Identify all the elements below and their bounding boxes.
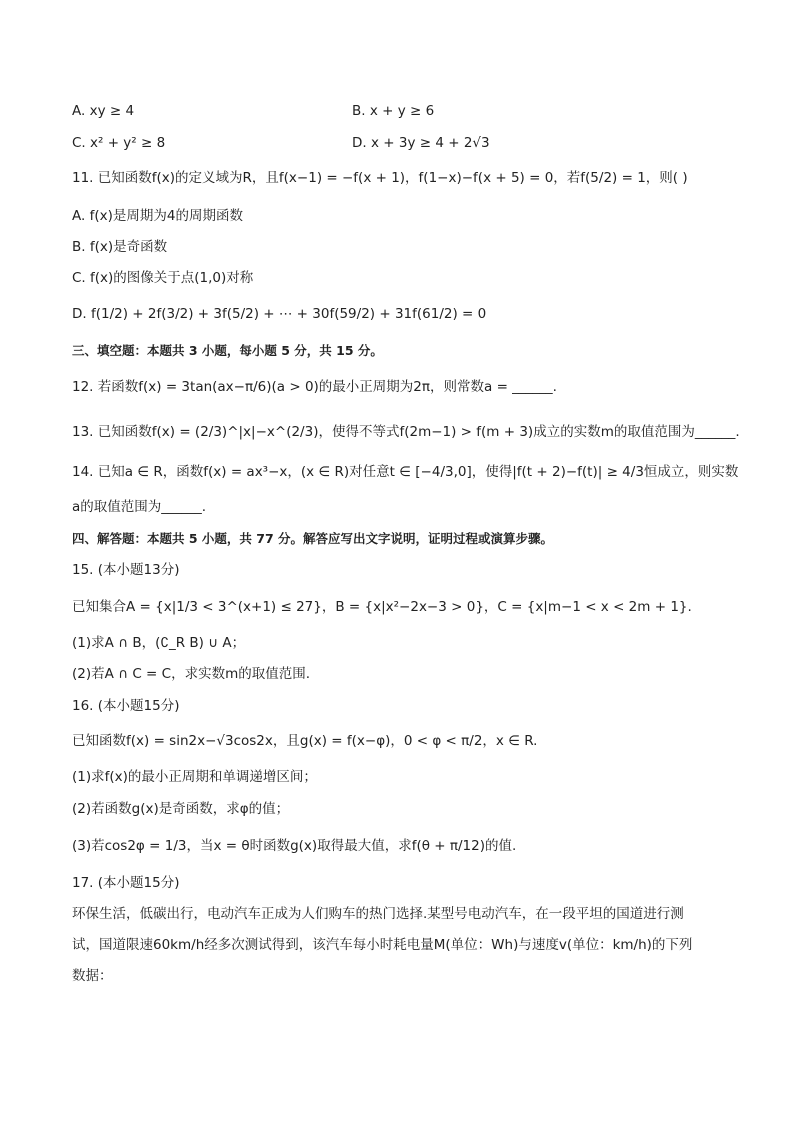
text-line: 已知集合A = {x|1/3 < 3^(x+1) ≤ 27}，B = {x|x²−2x−3 > 0}，C = {x|m−1 < x < 2m + 1}. bbox=[72, 599, 692, 615]
text-line: B. f(x)是奇函数 bbox=[72, 239, 168, 255]
text-line: 14. 已知a ∈ R，函数f(x) = ax³−x，(x ∈ R)对任意t ∈ [−4/3,0]，使得|f(t + 2)−f(t)| ≥ 4/3恒成立，则实数 bbox=[72, 464, 739, 480]
text-line: C. x² + y² ≥ 8 bbox=[72, 135, 166, 151]
text-line: 已知函数f(x) = sin2x−√3cos2x，且g(x) = f(x−φ)，0 < φ < π/2，x ∈ R. bbox=[72, 733, 538, 749]
option-right-column: D. x + 3y ≥ 4 + 2√3 bbox=[352, 135, 490, 151]
text-line: a的取值范围为______. bbox=[72, 499, 207, 515]
option-right-column: B. x + y ≥ 6 bbox=[352, 103, 435, 119]
text-line: (3)若cos2φ = 1/3，当x = θ时函数g(x)取得最大值，求f(θ + π/12)的值. bbox=[72, 838, 517, 854]
text-line: (1)求f(x)的最小正周期和单调递增区间； bbox=[72, 769, 317, 785]
text-line: (2)若A ∩ C = C，求实数m的取值范围. bbox=[72, 666, 311, 682]
text-line: 试，国道限速60km/h经多次测试得到，该汽车每小时耗电量M(单位：Wh)与速度v(单位：km/h)的下列 bbox=[72, 937, 693, 953]
text-line: 12. 若函数f(x) = 3tan(ax−π/6)(a > 0)的最小正周期为2π，则常数a = ______. bbox=[72, 379, 557, 395]
text-line: 15. (本小题13分) bbox=[72, 562, 180, 578]
text-line: D. f(1/2) + 2f(3/2) + 3f(5/2) + ⋯ + 30f(59/2) + 31f(61/2) = 0 bbox=[72, 306, 487, 322]
text-line: 数据： bbox=[72, 968, 113, 984]
text-line: A. xy ≥ 4 bbox=[72, 103, 135, 119]
text-line: (2)若函数g(x)是奇函数，求φ的值； bbox=[72, 801, 290, 817]
text-line: 16. (本小题15分) bbox=[72, 698, 180, 714]
text-line: 环保生活，低碳出行，电动汽车正成为人们购车的热门选择.某型号电动汽车，在一段平坦的国道进行测 bbox=[72, 906, 684, 922]
text-line: 13. 已知函数f(x) = (2/3)^|x|−x^(2/3)，使得不等式f(2m−1) > f(m + 3)成立的实数m的取值范围为______. bbox=[72, 424, 740, 440]
section-heading: 四、解答题：本题共 5 小题，共 77 分。解答应写出文字说明，证明过程或演算步骤。 bbox=[72, 531, 554, 546]
text-line: C. f(x)的图像关于点(1,0)对称 bbox=[72, 270, 254, 286]
text-line: 17. (本小题15分) bbox=[72, 875, 180, 891]
section-heading: 三、填空题：本题共 3 小题，每小题 5 分，共 15 分。 bbox=[72, 343, 383, 358]
text-line: A. f(x)是周期为4的周期函数 bbox=[72, 208, 243, 224]
text-line: (1)求A ∩ B，(∁_R B) ∪ A； bbox=[72, 635, 246, 651]
text-line: 11. 已知函数f(x)的定义域为R，且f(x−1) = −f(x + 1)，f(1−x)−f(x + 5) = 0，若f(5/2) = 1，则( ) bbox=[72, 170, 688, 186]
